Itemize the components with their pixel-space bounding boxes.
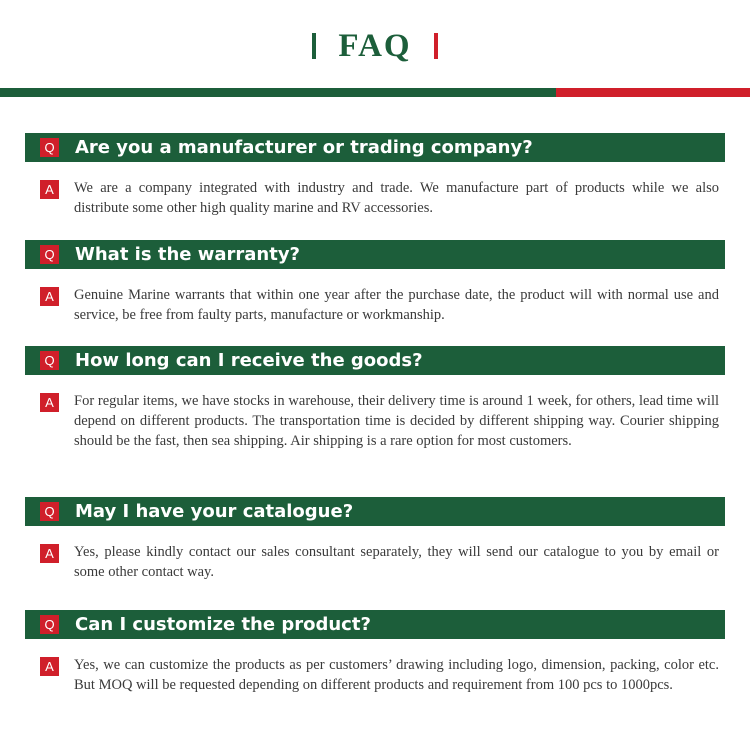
question-badge: Q bbox=[40, 502, 59, 521]
answer-text: We are a company integrated with industry and trade. We manufacture part of products while we also distribute some other high quality marine and RV accessories. bbox=[74, 180, 719, 216]
title-accent-right bbox=[434, 33, 438, 59]
answer-badge: A bbox=[40, 180, 59, 199]
answer-row bbox=[25, 391, 725, 451]
header-stripe-red bbox=[556, 88, 750, 97]
question-text: May I have your catalogue? bbox=[75, 501, 354, 522]
answer-text: Genuine Marine warrants that within one year after the purchase date, the product will with normal use and service, be free from faulty parts, manufacture or workmanship. bbox=[74, 287, 719, 323]
question-text: Can I customize the product? bbox=[75, 614, 371, 635]
title-block bbox=[0, 26, 750, 66]
answer-text: Yes, please kindly contact our sales consultant separately, they will send our catalogue to you by email or some other contact way. bbox=[74, 544, 719, 580]
page-title: FAQ bbox=[338, 28, 412, 64]
question-badge: Q bbox=[40, 245, 59, 264]
answer-badge: A bbox=[40, 287, 59, 306]
answer-badge: A bbox=[40, 657, 59, 676]
question-bar bbox=[25, 497, 725, 526]
faq-item bbox=[25, 497, 725, 582]
question-text: How long can I receive the goods? bbox=[75, 350, 423, 371]
question-badge: Q bbox=[40, 615, 59, 634]
answer-row bbox=[25, 655, 725, 695]
answer-row bbox=[25, 542, 725, 582]
answer-text: For regular items, we have stocks in warehouse, their delivery time is around 1 week, for others, lead time will depend on different products. The transportation time is decided by different shipping way. Courier shipping should be the fast, then sea shipping. Air shipping is a rare option for most customers. bbox=[74, 393, 719, 449]
page-header bbox=[0, 0, 750, 88]
answer-text: Yes, we can customize the products as per customers’ drawing including logo, dimension, packing, color etc. But MOQ will be requested depending on different products and requirement from 100 pcs to 1000pcs. bbox=[74, 657, 719, 693]
question-bar bbox=[25, 240, 725, 269]
question-bar bbox=[25, 133, 725, 162]
answer-row bbox=[25, 178, 725, 218]
title-accent-left bbox=[312, 33, 316, 59]
answer-badge: A bbox=[40, 544, 59, 563]
question-badge: Q bbox=[40, 138, 59, 157]
answer-badge: A bbox=[40, 393, 59, 412]
question-badge: Q bbox=[40, 351, 59, 370]
faq-item bbox=[25, 610, 725, 695]
faq-item bbox=[25, 133, 725, 218]
faq-item bbox=[25, 346, 725, 451]
faq-item bbox=[25, 240, 725, 325]
question-bar bbox=[25, 346, 725, 375]
header-stripe-green bbox=[0, 88, 556, 97]
question-bar bbox=[25, 610, 725, 639]
answer-row bbox=[25, 285, 725, 325]
question-text: Are you a manufacturer or trading company? bbox=[75, 137, 533, 158]
question-text: What is the warranty? bbox=[75, 244, 300, 265]
